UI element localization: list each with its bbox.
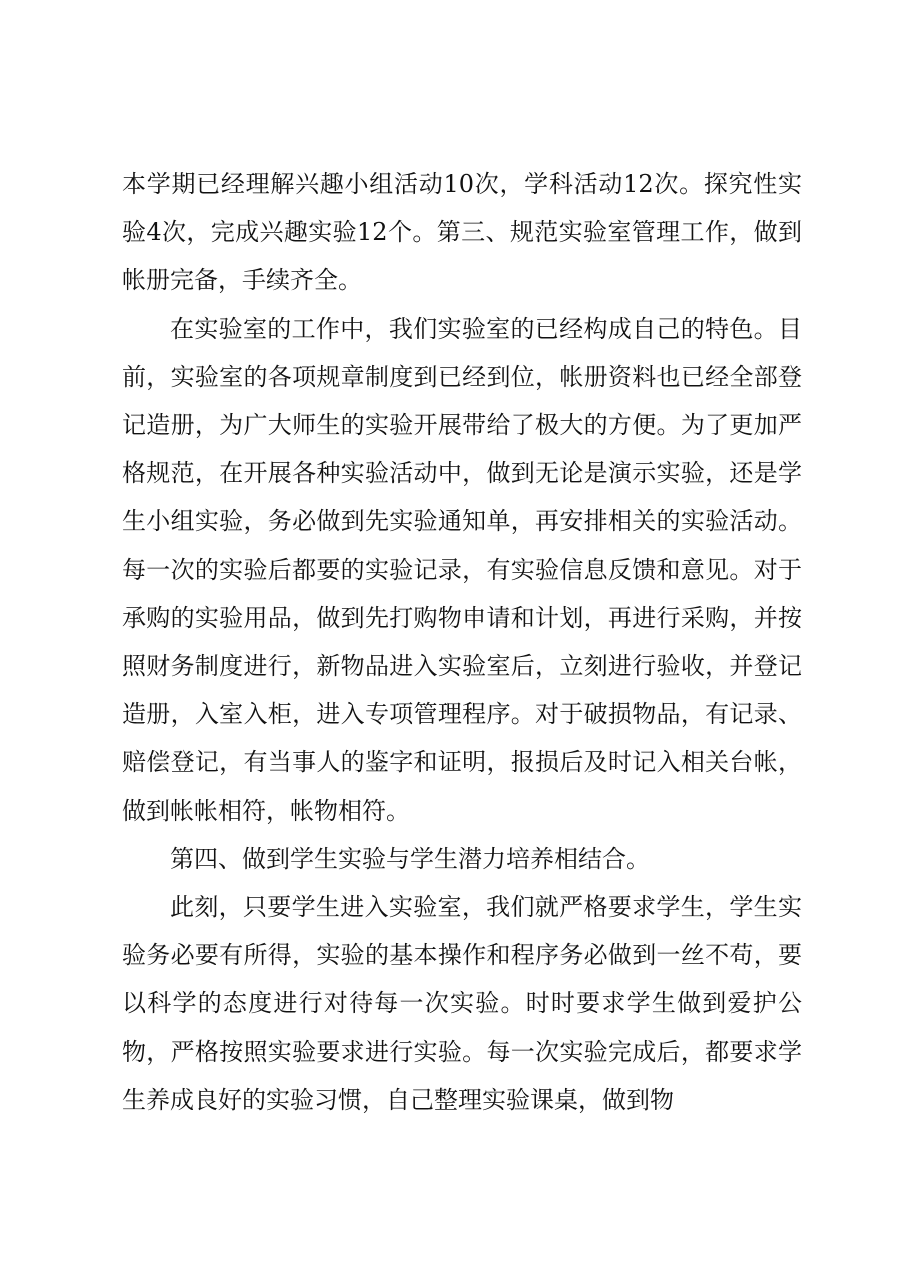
paragraph-1: 本学期已经理解兴趣小组活动10次，学科活动12次。探究性实验4次，完成兴趣实验12个。第三、规范实验室管理工作，做到帐册完备，手续齐全。 (122, 170, 802, 295)
paragraph-3: 第四、做到学生实验与学生潜力培养相结合。 (170, 844, 650, 873)
paragraph-4: 此刻，只要学生进入实验室，我们就严格要求学生，学生实验务必要有所得，实验的基本操作和程序务必做到一丝不苟，要以科学的态度进行对待每一次实验。时时要求学生做到爱护公物，严格按照实验要求进行实验。每一次实验完成后，都要求学生养成良好的实验习惯，自己整理实验课桌，做到物 (122, 893, 802, 1114)
paragraph-2: 在实验室的工作中，我们实验室的已经构成自己的特色。目前，实验室的各项规章制度到已经到位，帐册资料也已经全部登记造册，为广大师生的实验开展带给了极大的方便。为了更加严格规范，在开展各种实验活动中，做到无论是演示实验，还是学生小组实验，务必做到先实验通知单，再安排相关的实验活动。每一次的实验后都要的实验记录，有实验信息反馈和意见。对于承购的实验用品，做到先打购物申请和计划，再进行采购，并按照财务制度进行，新物品进入实验室后，立刻进行验收，并登记造册，入室入柜，进入专项管理程序。对于破损物品，有记录、赔偿登记，有当事人的鉴字和证明，报损后及时记入相关台帐，做到帐帐相符，帐物相符。 (122, 314, 802, 825)
document-body (122, 160, 802, 1124)
